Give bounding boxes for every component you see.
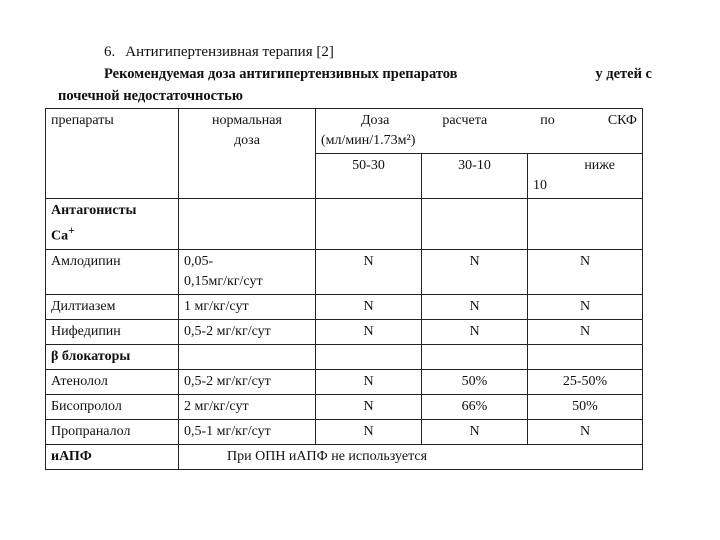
table-caption-line2: почечной недостаточностью: [58, 88, 243, 104]
header-drug: препараты: [46, 109, 179, 199]
subcol-below-10: ниже 10: [528, 154, 643, 199]
dose-below-10: 25-50%: [528, 369, 643, 394]
drug-dose: 0,5-2 мг/кг/сут: [179, 369, 316, 394]
dose-30-10: N: [422, 294, 528, 319]
table-row: [46, 369, 643, 394]
group-title-row: [46, 344, 643, 369]
dose-30-10: N: [422, 419, 528, 444]
header-row: [46, 109, 643, 154]
caption-right: у детей с: [595, 66, 652, 82]
dose-below-10: N: [528, 319, 643, 344]
section-heading: [104, 44, 334, 61]
table-row: [46, 394, 643, 419]
drug-name: Нифедипин: [46, 319, 179, 344]
dose-50-30: N: [316, 249, 422, 294]
dose-30-10: 66%: [422, 394, 528, 419]
dose-30-10: N: [422, 319, 528, 344]
dose-below-10: 50%: [528, 394, 643, 419]
table-caption-line1: [104, 66, 652, 83]
drug-name: Атенолол: [46, 369, 179, 394]
dose-below-10: N: [528, 249, 643, 294]
table-row: [46, 294, 643, 319]
drug-name: Дилтиазем: [46, 294, 179, 319]
drug-name: иАПФ: [46, 444, 179, 469]
group-title: β блокаторы: [46, 344, 179, 369]
dose-50-30: N: [316, 419, 422, 444]
dose-30-10: 50%: [422, 369, 528, 394]
drug-dose: 0,5-1 мг/кг/сут: [179, 419, 316, 444]
header-normal-dose: нормальная доза: [179, 109, 316, 199]
drug-dose: 1 мг/кг/сут: [179, 294, 316, 319]
drug-name: Амлодипин: [46, 249, 179, 294]
dose-table: [45, 108, 643, 470]
group-title: Антагонисты Са+: [46, 199, 179, 250]
ace-inhibitor-row: [46, 444, 643, 469]
caption-left: Рекомендуемая доза антигипертензивных препаратов: [104, 66, 458, 82]
drug-name: Пропраналол: [46, 419, 179, 444]
dose-50-30: N: [316, 294, 422, 319]
group-title-row: [46, 199, 643, 250]
ace-note: При ОПН иАПФ не используется: [179, 444, 643, 469]
dose-below-10: N: [528, 419, 643, 444]
dose-50-30: N: [316, 319, 422, 344]
section-title: Антигипертензивная терапия [2]: [125, 44, 334, 60]
table-row: [46, 419, 643, 444]
dose-below-10: N: [528, 294, 643, 319]
table-row: [46, 249, 643, 294]
drug-name: Бисопролол: [46, 394, 179, 419]
dose-50-30: N: [316, 394, 422, 419]
header-gfr-dose: Доза расчета по СКФ (мл/мин/1.73м²): [316, 109, 643, 154]
dose-50-30: N: [316, 369, 422, 394]
section-number: 6.: [104, 44, 116, 60]
table-row: [46, 319, 643, 344]
dose-30-10: N: [422, 249, 528, 294]
subcol-30-10: 30-10: [422, 154, 528, 199]
drug-dose: 2 мг/кг/сут: [179, 394, 316, 419]
subcol-50-30: 50-30: [316, 154, 422, 199]
drug-dose: 0,05- 0,15мг/кг/сут: [179, 249, 316, 294]
drug-dose: 0,5-2 мг/кг/сут: [179, 319, 316, 344]
